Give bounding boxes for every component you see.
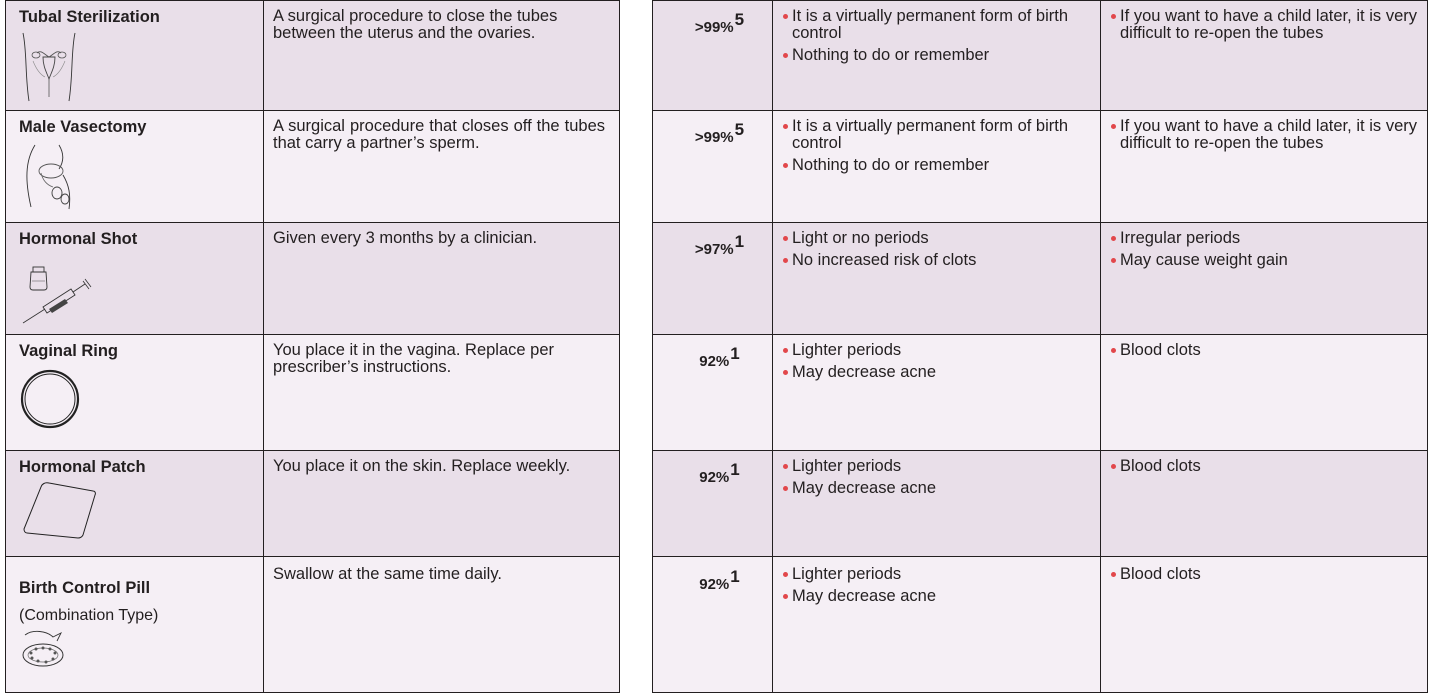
pros-cell <box>773 111 1101 223</box>
effectiveness-footnote: 5 <box>734 10 745 29</box>
effectiveness-footnote: 1 <box>730 344 740 363</box>
pro-item: May decrease acne <box>783 480 1090 497</box>
table-row <box>653 557 1428 693</box>
pro-item: Nothing to do or remember <box>783 47 1090 64</box>
effectiveness-cell <box>653 335 773 451</box>
uterus-illustration-icon <box>19 31 79 103</box>
cons-cell <box>1101 111 1428 223</box>
table-row <box>6 111 620 223</box>
table-row <box>6 223 620 335</box>
methods-table <box>5 0 620 693</box>
pro-item: Nothing to do or remember <box>783 157 1090 174</box>
effectiveness-cell <box>653 557 773 693</box>
method-description: Given every 3 months by a clinician. <box>264 223 620 335</box>
effectiveness-table <box>652 0 1428 693</box>
method-name: Male Vasectomy <box>19 118 147 136</box>
effectiveness-footnote: 1 <box>730 460 740 479</box>
table-row <box>653 1 1428 111</box>
pro-item: Lighter periods <box>783 458 1090 475</box>
effectiveness-value: 92% <box>699 576 730 593</box>
method-subtitle: (Combination Type) <box>19 607 159 624</box>
method-name: Birth Control Pill <box>19 579 151 597</box>
effectiveness-cell <box>653 223 773 335</box>
pro-item: It is a virtually permanent form of birth control <box>783 8 1090 42</box>
cons-cell <box>1101 223 1428 335</box>
table-row <box>653 335 1428 451</box>
pro-item: Lighter periods <box>783 566 1090 583</box>
method-cell <box>6 223 264 335</box>
effectiveness-footnote: 1 <box>730 567 740 586</box>
table-row <box>653 111 1428 223</box>
con-item: Blood clots <box>1111 458 1417 475</box>
method-cell <box>6 451 264 557</box>
effectiveness-cell <box>653 1 773 111</box>
method-name: Hormonal Shot <box>19 230 138 248</box>
method-cell <box>6 111 264 223</box>
table-row <box>6 557 620 693</box>
method-description: You place it in the vagina. Replace per prescriber’s instructions. <box>264 335 620 451</box>
pro-item: May decrease acne <box>783 588 1090 605</box>
con-item: If you want to have a child later, it is very difficult to re-open the tubes <box>1111 8 1417 42</box>
effectiveness-value: 92% <box>699 353 730 370</box>
pro-item: Lighter periods <box>783 342 1090 359</box>
pill-pack-icon <box>19 629 69 667</box>
male-anatomy-illustration-icon <box>19 141 79 213</box>
method-cell <box>6 557 264 693</box>
pro-item: No increased risk of clots <box>783 252 1090 269</box>
con-item: Blood clots <box>1111 566 1417 583</box>
table-row <box>6 1 620 111</box>
con-item: If you want to have a child later, it is very difficult to re-open the tubes <box>1111 118 1417 152</box>
effectiveness-value: 92% <box>699 469 730 486</box>
pros-cell <box>773 557 1101 693</box>
cons-cell <box>1101 557 1428 693</box>
pros-cell <box>773 451 1101 557</box>
con-item: May cause weight gain <box>1111 252 1417 269</box>
pros-cell <box>773 1 1101 111</box>
method-description: A surgical procedure that closes off the tubes that carry a partner’s sperm. <box>264 111 620 223</box>
effectiveness-cell <box>653 451 773 557</box>
pro-item: Light or no periods <box>783 230 1090 247</box>
effectiveness-value: >99% <box>694 19 734 36</box>
table-row <box>653 223 1428 335</box>
method-cell <box>6 335 264 451</box>
pro-item: It is a virtually permanent form of birth control <box>783 118 1090 152</box>
effectiveness-footnote: 1 <box>734 232 745 251</box>
pro-item: May decrease acne <box>783 364 1090 381</box>
cons-cell <box>1101 335 1428 451</box>
method-description: A surgical procedure to close the tubes between the uterus and the ovaries. <box>264 1 620 111</box>
method-name: Tubal Sterilization <box>19 8 160 26</box>
method-name: Vaginal Ring <box>19 342 119 360</box>
pros-cell <box>773 335 1101 451</box>
ring-icon <box>19 365 85 431</box>
effectiveness-value: >99% <box>694 129 734 146</box>
syringe-vial-icon <box>19 253 99 325</box>
effectiveness-footnote: 5 <box>734 120 745 139</box>
effectiveness-cell <box>653 111 773 223</box>
table-row <box>6 335 620 451</box>
method-description: Swallow at the same time daily. <box>264 557 620 693</box>
table-row <box>653 451 1428 557</box>
table-row <box>6 451 620 557</box>
cons-cell <box>1101 1 1428 111</box>
effectiveness-value: >97% <box>694 241 734 258</box>
method-description: You place it on the skin. Replace weekly. <box>264 451 620 557</box>
con-item: Blood clots <box>1111 342 1417 359</box>
method-cell <box>6 1 264 111</box>
cons-cell <box>1101 451 1428 557</box>
method-name: Hormonal Patch <box>19 458 146 476</box>
pros-cell <box>773 223 1101 335</box>
con-item: Irregular periods <box>1111 230 1417 247</box>
patch-icon <box>19 481 99 541</box>
